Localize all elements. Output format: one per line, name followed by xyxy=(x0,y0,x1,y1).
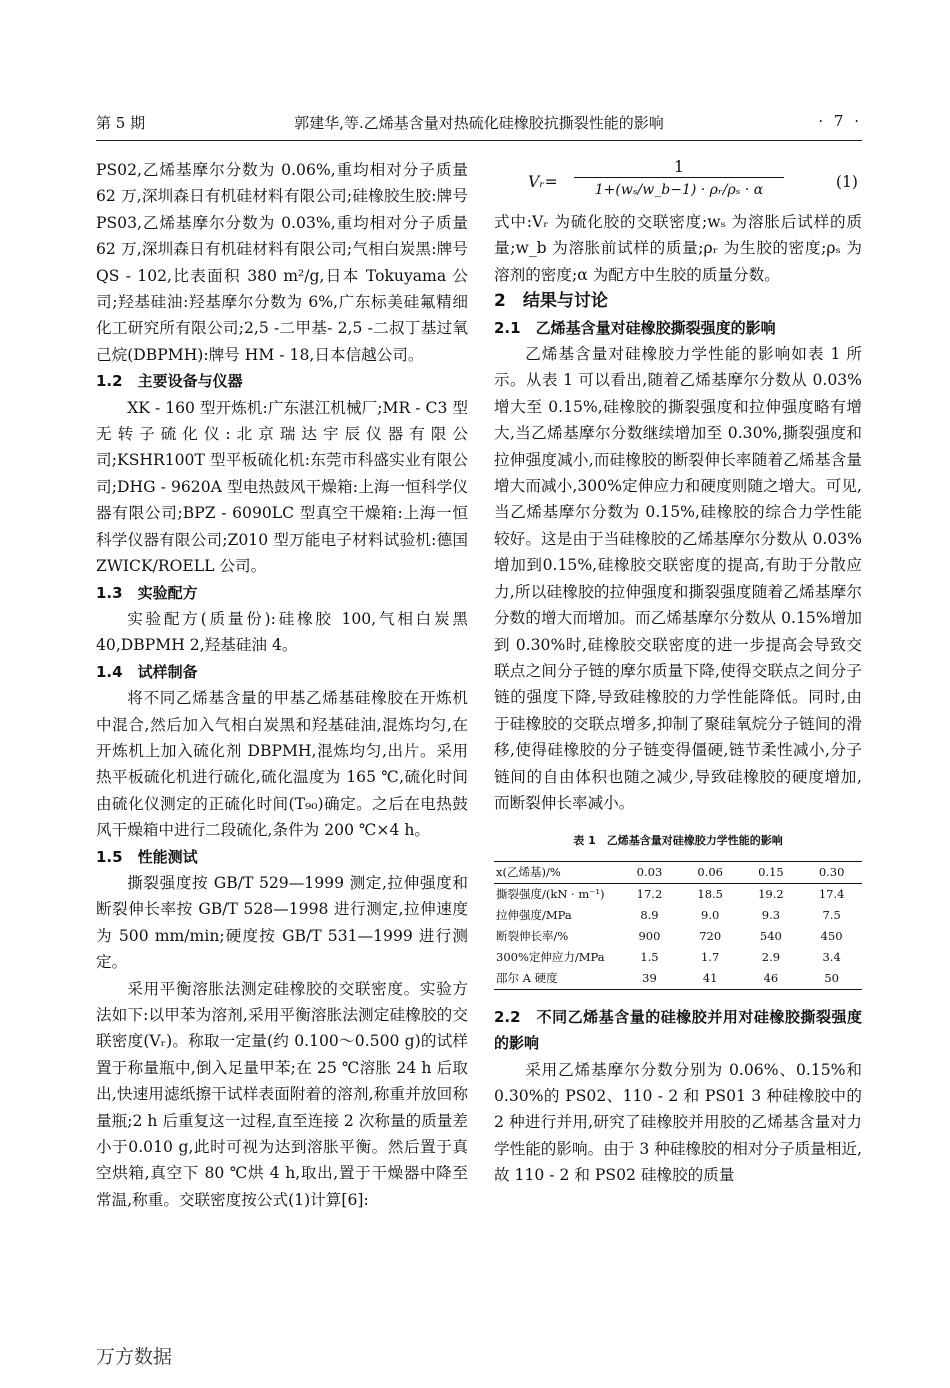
formulation-paragraph: 实验配方(质量份):硅橡胶 100,气相白炭黑 40,DBPMH 2,羟基硅油 4。 xyxy=(96,609,468,655)
table-cell: 540 xyxy=(759,928,782,943)
watermark-text: 万方数据 xyxy=(96,1346,173,1368)
table-cell: 3.4 xyxy=(822,949,841,964)
running-header xyxy=(96,112,862,136)
table-cell: 拉伸强度/MPa xyxy=(496,907,572,922)
table-1 xyxy=(494,861,862,990)
table-header-cell: 0.06 xyxy=(697,864,723,879)
materials-paragraph: PS02,乙烯基摩尔分数为 0.06%,重均相对分子质量 62 万,深圳森日有机硅材料有限公司;硅橡胶生胶:牌号 PS03,乙烯基摩尔分数为 0.03%,重均相对分子质量 62 万,深圳森日有机硅材料有限公司;气相白炭黑:牌号 QS - 102,比表面积 380 m²/g,日本 Tokuyama 公司;羟基硅油:羟基摩尔分数为 6%,广东标美硅氟精细化工研究所有限公司;2,5 -二甲基- 2,5 -二叔丁基过氧己烷(DBPMH):牌号 HM - 18,日本信越公司。 xyxy=(96,161,468,364)
section-1-5-heading: 1.5 性能测试 xyxy=(96,847,198,866)
table-cell: 1.5 xyxy=(640,949,659,964)
issue-number: 第 5 期 xyxy=(96,114,146,132)
table-cell: 2.9 xyxy=(761,949,781,964)
section-2-heading: 2 结果与讨论 xyxy=(494,291,608,312)
equation-number: (1) xyxy=(835,173,858,191)
table-cell: 19.2 xyxy=(758,886,784,901)
table-cell: 450 xyxy=(820,928,843,943)
variable-definitions: 式中:Vᵣ 为硫化胶的交联密度;wₛ 为溶胀后试样的质量;w_b 为溶胀前试样的质量;ρᵣ 为生胶的密度;ρₛ 为溶剂的密度;α 为配方中生胶的质量分数。 xyxy=(494,213,862,284)
table-cell: 46 xyxy=(763,970,779,985)
section-1-2-heading: 1.2 主要设备与仪器 xyxy=(96,372,243,391)
table-1-caption: 表 1 乙烯基含量对硅橡胶力学性能的影响 xyxy=(573,834,783,848)
table-header-cell: 0.30 xyxy=(818,864,845,879)
section-2-2-heading: 2.2 不同乙烯基含量的硅橡胶并用对硅橡胶撕裂强度的影响 xyxy=(494,1007,862,1053)
section-1-4-heading: 1.4 试样制备 xyxy=(96,662,198,681)
section-2-1-heading: 2.1 乙烯基含量对硅橡胶撕裂强度的影响 xyxy=(494,318,776,337)
table-cell: 41 xyxy=(702,970,718,985)
equation-denominator: 1+(wₛ/w_b−1) · ρᵣ/ρₛ · α xyxy=(594,182,764,198)
table-row xyxy=(494,968,862,990)
table-cell: 9.0 xyxy=(701,907,720,922)
table-cell: 邵尔 A 硬度 xyxy=(496,970,558,985)
table-cell: 8.9 xyxy=(640,907,659,922)
table-row xyxy=(494,947,862,968)
section-1-3-heading: 1.3 实验配方 xyxy=(96,583,198,602)
section-2-2-paragraph: 采用乙烯基摩尔分数分别为 0.06%、0.15%和 0.30%的 PS02、110 - 2 和 PS01 3 种硅橡胶中的 2 种进行并用,研究了硅橡胶并用胶的乙烯基含量对力学性能的影响。由于 3 种硅橡胶的相对分子质量相近,故 110 - 2 和 PS02 硅橡胶的质量 xyxy=(494,1060,862,1185)
equation-numerator: 1 xyxy=(574,157,784,178)
left-column xyxy=(96,157,468,1213)
section-2-1-paragraph: 乙烯基含量对硅橡胶力学性能的影响如表 1 所示。从表 1 可以看出,随着乙烯基摩尔分数从 0.03%增大至 0.15%,硅橡胶的撕裂强度和拉伸强度略有增大,当乙烯基摩尔分数继续增加至 0.30%,撕裂强度和拉伸强度减小,而硅橡胶的断裂伸长率随着乙烯基含量增大而减小,300%定伸应力和硬度则随之增大。可见,当乙烯基摩尔分数为 0.15%,硅橡胶的综合力学性能较好。这是由于当硅橡胶的乙烯基摩尔分数从 0.03%增加到0.15%,硅橡胶交联密度的提高,有助于分散应力,所以硅橡胶的拉伸强度和撕裂强度随着乙烯基摩尔分数的增大而增加。而乙烯基摩尔分数从 0.15%增加到 0.30%时,硅橡胶交联密度的进一步提高会导致交联点之间分子链的摩尔质量下降,使得交联点之间分子链的强度下降,导致硅橡胶的力学性能降低。同时,由于硅橡胶的交联点增多,抑制了聚硅氧烷分子链间的滑移,使得硅橡胶的分子链变得僵硬,链节柔性减小,分子链间的自由体积也随之减少,导致硅橡胶的硬度增加,而断裂伸长率减小。 xyxy=(494,345,862,812)
table-cell: 17.4 xyxy=(818,886,845,901)
table-row xyxy=(494,883,862,905)
table-cell: 7.5 xyxy=(822,907,841,922)
crosslink-method-paragraph: 采用平衡溶胀法测定硅橡胶的交联密度。实验方法如下:以甲苯为溶剂,采用平衡溶胀法测定硅橡胶的交联密度(Vᵣ)。称取一定量(约 0.100～0.500 g)的试样置于称量瓶中,倒入足量甲苯;在 25 ℃溶胀 24 h 后取出,快速用滤纸擦干试样表面附着的溶剂,称重并放回称量瓶;2 h 后重复这一过程,直至连接 2 次称量的质量差小于0.010 g,此时可视为达到溶胀平衡。然后置于真空烘箱,真空下 80 ℃烘 4 h,取出,置于干燥器中降至常温,称重。交联密度按公式(1)计算[6]: xyxy=(96,979,468,1209)
table-row xyxy=(494,926,862,947)
running-title: 郭建华,等.乙烯基含量对热硫化硅橡胶抗撕裂性能的影响 xyxy=(294,114,664,132)
equation-lhs: Vᵣ= xyxy=(528,173,558,191)
table-header-row xyxy=(494,861,862,883)
table-cell: 300%定伸应力/MPa xyxy=(496,949,605,964)
page-number: · 7 · xyxy=(818,112,862,130)
table-header-cell: 0.03 xyxy=(636,864,663,879)
header-rule xyxy=(96,140,862,141)
table-cell: 18.5 xyxy=(697,886,723,901)
sample-prep-paragraph: 将不同乙烯基含量的甲基乙烯基硅橡胶在开炼机中混合,然后加入气相白炭黑和羟基硅油,混炼均匀,在开炼机上加入硫化剂 DBPMH,混炼均匀,出片。采用热平板硫化机进行硫化,硫化温度为 165 ℃,硫化时间由硫化仪测定的正硫化时间(T₉₀)确定。之后在电热鼓风干燥箱中进行二段硫化,条件为 200 ℃×4 h。 xyxy=(96,689,468,840)
equation-fraction xyxy=(574,157,784,202)
table-cell: 9.3 xyxy=(761,907,781,922)
testing-paragraph: 撕裂强度按 GB/T 529—1999 测定,拉伸强度和断裂伸长率按 GB/T 528—1998 进行测定,拉伸速度为 500 mm/min;硬度按 GB/T 531—1999 进行测定。 xyxy=(96,873,468,972)
table-cell: 1.7 xyxy=(701,949,720,964)
table-cell: 50 xyxy=(824,970,839,985)
table-cell: 17.2 xyxy=(636,886,663,901)
table-cell: 900 xyxy=(638,928,661,943)
table-cell: 撕裂强度/(kN · m⁻¹) xyxy=(496,886,605,901)
table-header-cell: x(乙烯基)/% xyxy=(496,864,561,879)
table-cell: 720 xyxy=(699,928,722,943)
table-cell: 39 xyxy=(642,970,657,985)
table-row xyxy=(494,905,862,926)
table-header-cell: 0.15 xyxy=(758,864,784,879)
right-column xyxy=(494,157,862,1189)
equation-1 xyxy=(494,157,862,209)
equipment-paragraph: XK - 160 型开炼机:广东湛江机械厂;MR - C3 型无转子硫化仪:北京瑞达宇辰仪器有限公司;KSHR100T 型平板硫化机:东莞市科盛实业有限公司;DHG - 9620A 型电热鼓风干燥箱:上海一恒科学仪器有限公司;BPZ - 6090LC 型真空干燥箱:上海一恒科学仪器有限公司;Z010 型万能电子材料试验机:德国 ZWICK/ROELL 公司。 xyxy=(96,398,468,576)
table-cell: 断裂伸长率/% xyxy=(496,928,569,943)
